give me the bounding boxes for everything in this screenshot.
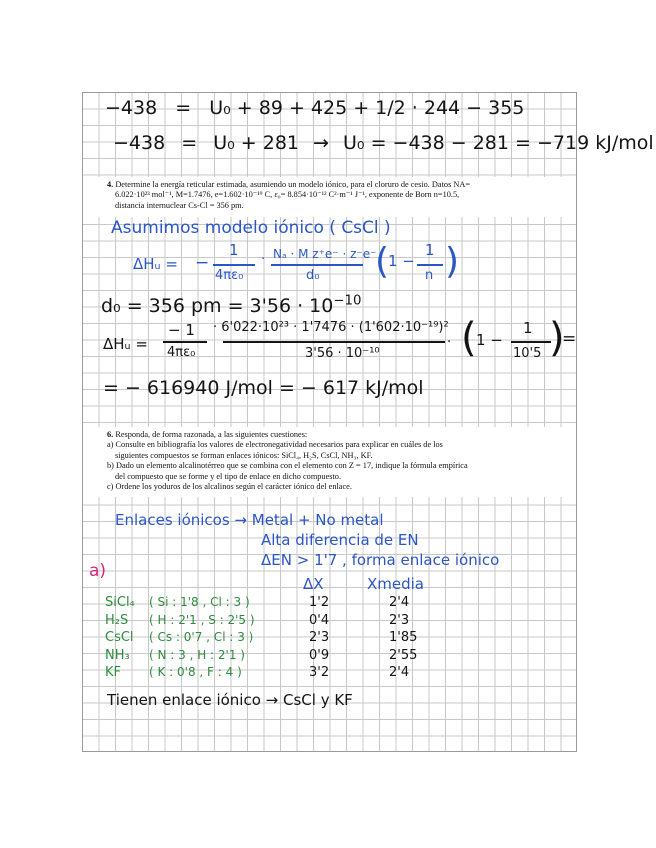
problem-6-line-3: siguientes compuestos se forman enlaces iónicos: SiCl₄, H₂S, CsCl, NH₃, KF.	[115, 450, 373, 460]
header-dx: ΔX	[303, 575, 324, 593]
calc-den-main: 3'56 · 10⁻¹⁰	[305, 346, 380, 361]
table-row-dx: 3'2	[309, 665, 330, 680]
formula-frac1-den: 4πε₀	[215, 268, 244, 283]
result-line: = − 616940 J/mol = − 617 kJ/mol	[103, 377, 424, 399]
problem-4-line-1: Determine la energía reticular estimada, asumiendo un modelo iónico, para el cloruro de cesio. Datos N	[115, 180, 460, 189]
table-row-xmedia: 1'85	[389, 630, 418, 645]
calc-frac-num: 1	[523, 319, 533, 337]
table-row-xmedia: 2'3	[389, 612, 410, 628]
table-row-dx: 0'9	[309, 647, 330, 663]
table-row-values: ( Si : 1'8 , Cl : 3 )	[149, 595, 250, 609]
formula-minus: −	[195, 253, 210, 273]
formula-paren-left: (	[375, 241, 390, 282]
calc-tail: =	[562, 329, 577, 349]
calc-lhs: ΔHᵤ =	[103, 335, 148, 353]
ionic-line-3: ΔEN > 1'7 , forma enlace iónico	[261, 551, 500, 569]
table-row-compound: SiCl₄	[105, 595, 135, 610]
calc-main-bar	[223, 341, 445, 343]
table-row-compound: H₂S	[105, 612, 129, 628]
equation-line-2	[113, 134, 654, 153]
problem-6-statement	[83, 427, 576, 497]
table-row-compound: KF	[105, 665, 122, 680]
calc-frac1-den: 4πε₀	[167, 345, 196, 360]
calc-dot: ·	[447, 335, 452, 350]
line1-terms: U₀ + 89 + 425 + 1/2 · 244 − 355	[209, 97, 525, 119]
table-row-values: ( K : 0'8 , F : 4 )	[149, 665, 242, 679]
ionic-line-2: Alta diferencia de EN	[261, 531, 419, 549]
problem-6-line-4: b) Dado un elemento alcalinotérreo que se combina con el elemento con Z = 17, indique la fórmula empírica	[107, 461, 468, 471]
problem-4-line-3: distancia internuclear Cs-Cl = 356 pm.	[115, 200, 244, 210]
problem-4-line-1-suffix: A=	[459, 180, 471, 189]
formula-frac2-num: Nₐ · M z⁺e⁻ · z⁻e⁻	[273, 247, 377, 261]
conclusion-line: Tienen enlace iónico → CsCl y KF	[107, 691, 353, 709]
table-row-compound: NH₃	[105, 647, 130, 663]
values-column	[149, 594, 255, 682]
notebook-page	[82, 92, 654, 752]
formula-frac2-bar	[271, 264, 363, 266]
d0-line-exp: −10	[333, 293, 362, 309]
line2-eq: =	[181, 132, 198, 154]
problem-4-line-2: 6.022·10²³ mol⁻¹, M=1.7476, e=1.602·10⁻¹⁹ C, ε₀= 8.854·10⁻¹² C²·m⁻¹ J⁻¹, exponente de Born n=10.5,	[115, 190, 460, 200]
assumption-line: Asumimos modelo iónico ( CsCl )	[111, 218, 391, 238]
table-row-values: ( H : 2'1 , S : 2'5 )	[149, 612, 255, 627]
formula-frac3-num: 1	[425, 241, 435, 259]
formula-lhs: ΔHᵤ =	[133, 255, 178, 273]
compound-column	[105, 594, 135, 682]
table-row-values: ( N : 3 , H : 2'1 )	[149, 647, 245, 662]
calc-paren-right: )	[549, 315, 565, 361]
calc-num-main: · 6'022·10²³ · 1'7476 · (1'602·10⁻¹⁹)²	[213, 320, 449, 335]
formula-paren-right: )	[445, 241, 460, 282]
table-row-dx: 0'4	[309, 612, 330, 628]
equation-line-1	[105, 99, 524, 118]
problem-4-number: 4.	[107, 180, 114, 189]
calc-paren-left: (	[461, 315, 477, 361]
table-row-xmedia: 2'55	[389, 647, 418, 663]
problem-6-line-6: c) Ordene los yoduros de los alcalinos según el carácter iónico del enlace.	[107, 482, 352, 492]
formula-frac1-bar	[213, 264, 255, 266]
dx-column	[309, 594, 329, 682]
part-a-label: a)	[89, 561, 107, 581]
calc-paren-inner: 1 −	[476, 331, 503, 349]
formula-frac3-bar	[417, 264, 443, 266]
d0-line-text: d₀ = 356 pm = 3'56 · 10	[101, 295, 334, 317]
formula-frac1-num: 1	[229, 241, 239, 259]
formula-frac3-den: n	[425, 268, 434, 283]
formula-paren-inner: 1 −	[388, 252, 415, 270]
arrow-icon: →	[313, 132, 329, 154]
formula-frac2-den: d₀	[306, 268, 320, 283]
line2-terms: U₀ + 281	[213, 132, 299, 154]
xmedia-column	[389, 594, 417, 682]
problem-6-line-5: del compuesto que se forme y el tipo de enlace en dicho compuesto.	[115, 471, 342, 481]
calc-frac1-bar	[163, 341, 207, 343]
line1-lhs: −438	[105, 97, 158, 119]
problem-6-line-2: a) Consulte en bibliografía los valores de electronegatividad necesarios para explicar en cuáles de los	[107, 440, 443, 450]
table-row-xmedia: 2'4	[389, 665, 410, 680]
calc-frac-bar	[511, 341, 551, 343]
table-row-values: ( Cs : 0'7 , Cl : 3 )	[149, 630, 254, 644]
line1-eq: =	[175, 97, 192, 119]
formula-dot: ·	[261, 252, 266, 267]
problem-4-statement	[83, 177, 576, 217]
table-row-xmedia: 2'4	[389, 595, 410, 610]
problem-6-line-1: Responda, de forma razonada, a las siguientes cuestiones:	[115, 430, 308, 439]
calc-frac1-num: − 1	[168, 321, 195, 339]
problem-6-number: 6.	[107, 430, 114, 439]
ionic-title: Enlaces iónicos → Metal + No metal	[115, 511, 384, 529]
line2-lhs: −438	[113, 132, 166, 154]
table-row-compound: CsCl	[105, 630, 134, 645]
d0-line	[101, 293, 362, 317]
calc-frac-den: 10'5	[513, 346, 542, 361]
line2-result: U₀ = −438 − 281 = −719 kJ/mol	[343, 132, 654, 154]
header-xmedia: Xmedia	[367, 575, 424, 593]
table-row-dx: 2'3	[309, 630, 330, 645]
table-row-dx: 1'2	[309, 595, 330, 610]
